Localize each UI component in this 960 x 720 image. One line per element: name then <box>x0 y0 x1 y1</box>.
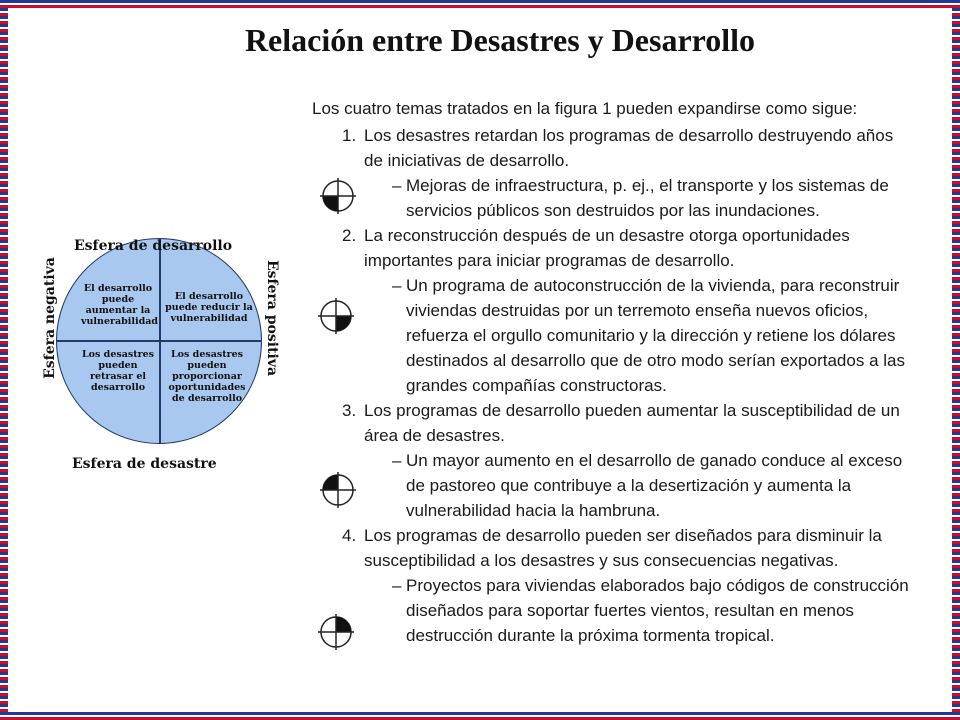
item-number: 3. <box>342 401 357 420</box>
list-item <box>312 523 912 573</box>
sphere-diagram <box>30 230 290 480</box>
sub-item <box>312 173 912 223</box>
disaster-sphere-label: Esfera de desastre <box>72 456 217 472</box>
sub-item <box>312 273 912 398</box>
dash: – <box>392 276 402 295</box>
item-number: 1. <box>342 126 357 145</box>
sub-item-text: Proyectos para viviendas elaborados bajo códigos de construcción diseñados para soportar fuertes vientos, resultan en menos destrucción durante la próxima tormenta tropical. <box>406 576 909 645</box>
negative-sphere-label: Esfera negativa <box>42 257 58 379</box>
explanation-text <box>312 96 912 648</box>
development-sphere-label: Esfera de desarrollo <box>74 238 233 254</box>
quadrant-top-left: El desarrollo puede aumentar la vulnerabilidad <box>81 283 159 327</box>
item-text: Los programas de desarrollo pueden aumentar la susceptibilidad de un área de desastres. <box>364 401 900 445</box>
item-text: Los programas de desarrollo pueden ser diseñados para disminuir la susceptibilidad a los desastres y sus consecuencias negativas. <box>364 526 882 570</box>
item-text: Los desastres retardan los programas de desarrollo destruyendo años de iniciativas de desarrollo. <box>364 126 894 170</box>
vertical-axis <box>159 239 161 444</box>
dash: – <box>392 576 402 595</box>
sub-item-text: Un mayor aumento en el desarrollo de ganado conduce al exceso de pastoreo que contribuye a la desertización y aumenta la vulnerabilidad hacia la hambruna. <box>406 451 903 520</box>
positive-sphere-label: Esfera positiva <box>264 259 280 377</box>
sphere-circle <box>56 238 262 444</box>
list-item <box>312 398 912 448</box>
slide-title: Relación entre Desastres y Desarrollo <box>244 22 756 58</box>
list-item <box>312 223 912 273</box>
sub-item <box>312 448 912 523</box>
sub-item <box>312 573 912 648</box>
item-text: La reconstrucción después de un desastre otorga oportunidades importantes para iniciar programas de desarrollo. <box>364 226 850 270</box>
dash: – <box>392 176 402 195</box>
dash: – <box>392 451 402 470</box>
sub-item-text: Mejoras de infraestructura, p. ej., el transporte y los sistemas de servicios públicos son destruidos por las inundaciones. <box>406 176 889 220</box>
intro-text: Los cuatro temas tratados en la figura 1 pueden expandirse como sigue: <box>312 99 858 118</box>
list-item <box>312 123 912 173</box>
item-number: 4. <box>342 526 357 545</box>
quadrant-bottom-left: Los desastres pueden retrasar el desarrollo <box>82 349 154 393</box>
sub-item-text: Un programa de autoconstrucción de la vivienda, para reconstruir viviendas destruidas por un terremoto enseña nuevos oficios, refuerza el orgullo comunitario y la dirección y retiene los dólares destinados al desarrollo que de otro modo serían exportados a las grandes compañías constructoras. <box>406 276 905 395</box>
quadrant-top-right: El desarrollo puede reducir la vulnerabilidad <box>165 291 253 324</box>
horizontal-axis <box>57 340 262 342</box>
quadrant-bottom-right: Los desastres pueden proporcionar oportunidades de desarrollo <box>168 349 246 404</box>
item-number: 2. <box>342 226 357 245</box>
